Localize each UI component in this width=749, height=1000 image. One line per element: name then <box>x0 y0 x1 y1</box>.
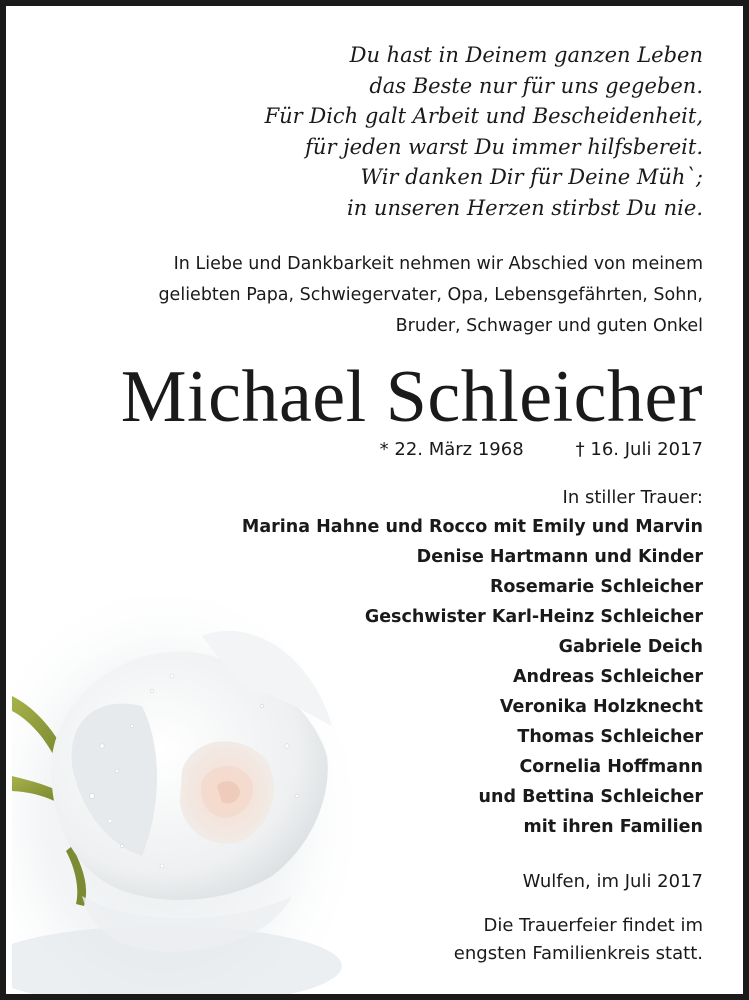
poem <box>265 40 703 223</box>
mourner: Veronika Holzknecht <box>499 697 703 717</box>
funeral-line: Die Trauerfeier findet im <box>483 915 703 936</box>
mourner: Andreas Schleicher <box>513 667 703 687</box>
funeral-note <box>454 912 703 968</box>
mourner: Thomas Schleicher <box>517 727 703 747</box>
death-date: † 16. Juli 2017 <box>575 439 703 460</box>
poem-line: in unseren Herzen stirbst Du nie. <box>347 195 703 220</box>
mourner: Rosemarie Schleicher <box>489 577 703 597</box>
life-dates <box>380 436 703 464</box>
poem-line: Für Dich galt Arbeit und Bescheidenheit, <box>264 104 703 128</box>
poem-line: Wir danken Dir für Deine Müh`; <box>360 165 703 189</box>
mourner: Geschwister Karl-Heinz Schleicher <box>364 607 703 627</box>
mourners-list <box>242 512 703 842</box>
deceased-name: Michael Schleicher <box>120 356 703 438</box>
place-date: Wulfen, im Juli 2017 <box>522 871 703 892</box>
mourner: und Bettina Schleicher <box>478 787 703 807</box>
mourner: Denise Hartmann und Kinder <box>416 547 703 567</box>
mourner: mit ihren Familien <box>523 817 703 837</box>
farewell-intro <box>158 249 703 342</box>
poem-line: das Beste nur für uns gegeben. <box>369 73 703 98</box>
intro-line: Bruder, Schwager und guten Onkel <box>395 316 703 336</box>
mourning-label: In stiller Trauer: <box>562 487 703 508</box>
funeral-line: engsten Familienkreis statt. <box>453 943 703 964</box>
intro-line: In Liebe und Dankbarkeit nehmen wir Abschied von meinem <box>173 254 703 274</box>
intro-line: geliebten Papa, Schwiegervater, Opa, Lebensgefährten, Sohn, <box>158 285 703 305</box>
poem-line: für jeden warst Du immer hilfsbereit. <box>305 134 703 159</box>
mourner: Marina Hahne und Rocco mit Emily und Marvin <box>241 517 703 537</box>
mourner: Gabriele Deich <box>558 637 703 657</box>
poem-line: Du hast in Deinem ganzen Leben <box>349 43 703 67</box>
mourner: Cornelia Hoffmann <box>519 757 703 777</box>
birth-date: * 22. März 1968 <box>379 439 524 460</box>
